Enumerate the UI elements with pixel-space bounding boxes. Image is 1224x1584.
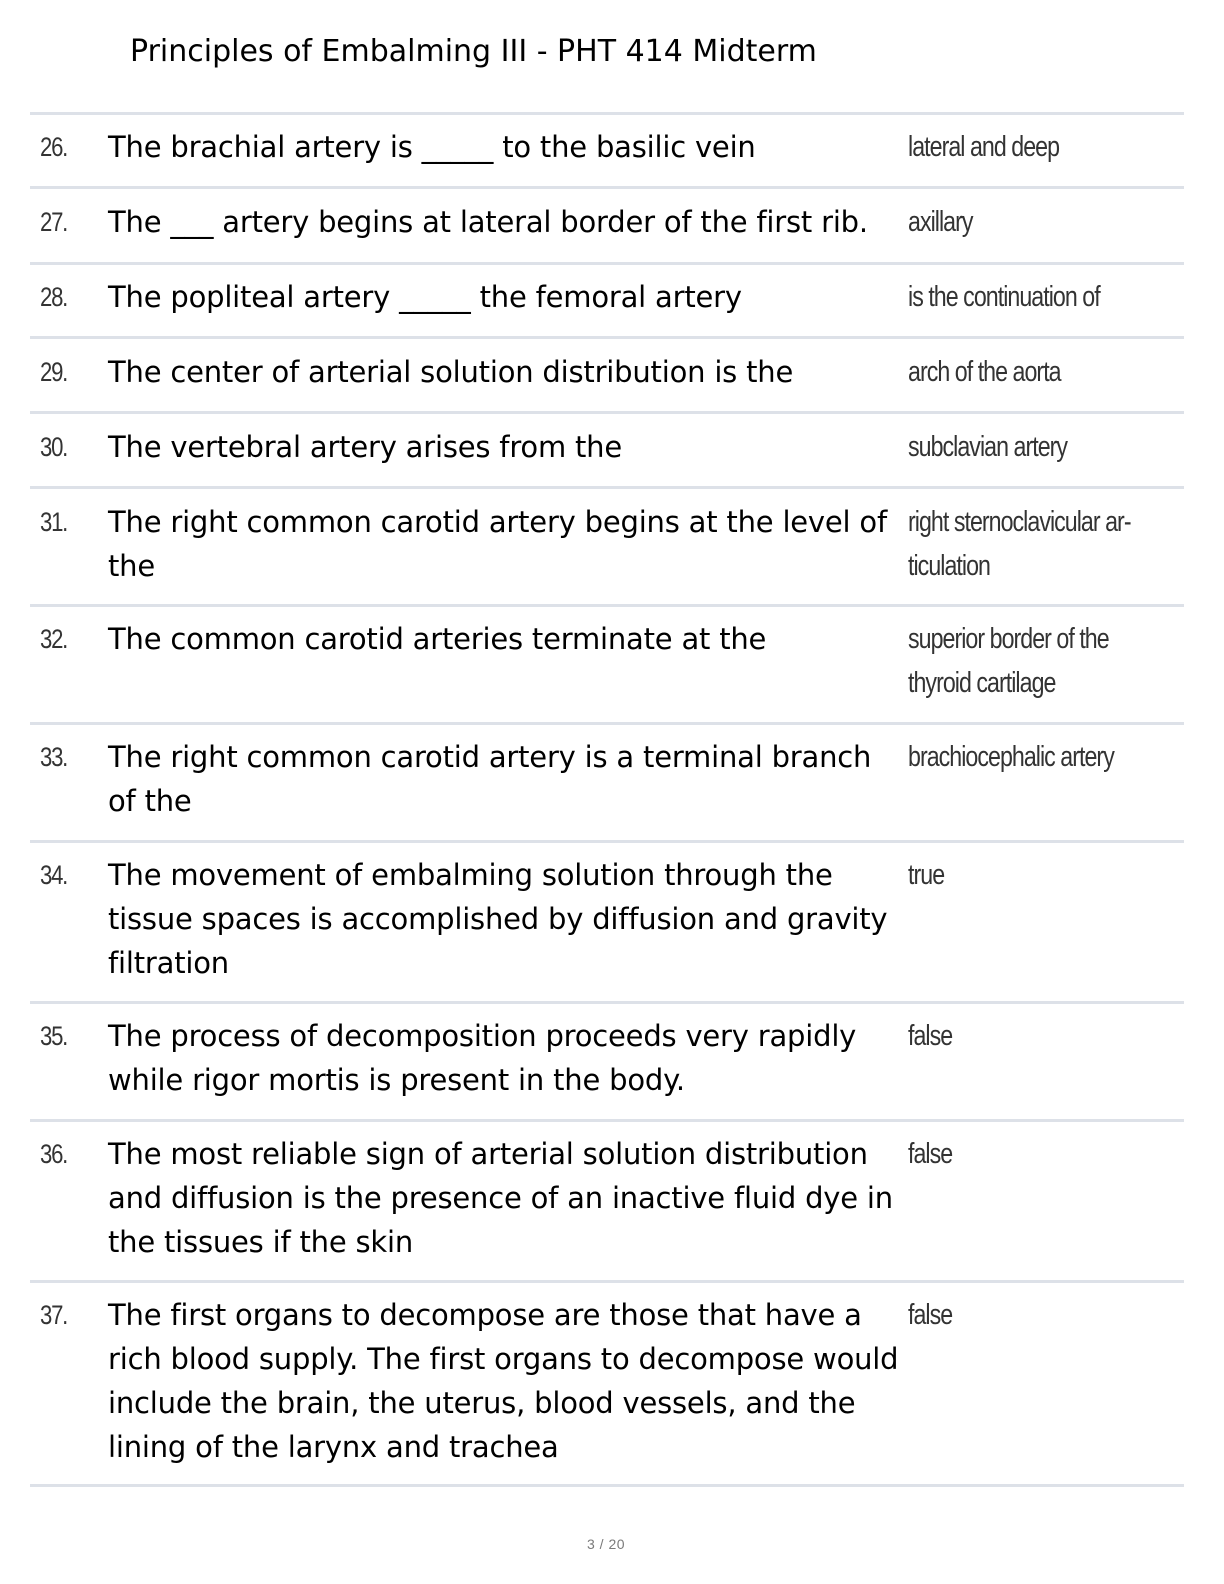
question-text: The most reliable sign of arterial solution distribution and diffusion is the presence of an inactive fluid dye in the tissues if the skin [108,1137,893,1259]
answer-text: false [908,1299,953,1331]
question-text: The ___ artery begins at lateral border of the first rib. [108,205,868,239]
divider [30,1119,1184,1122]
question-number: 36. [40,1139,68,1169]
question-text: The vertebral artery arises from the [108,430,623,464]
question-number: 34. [40,860,68,890]
answer-text: right sternoclavicular ar- ticulation [908,506,1131,582]
divider [30,411,1184,414]
divider [30,1484,1184,1487]
question-text: The right common carotid artery is a terminal branch of the [108,740,872,818]
question-number: 37. [40,1300,68,1330]
question-number: 30. [40,432,68,462]
divider [30,112,1184,115]
document-title: Principles of Embalming III - PHT 414 Midterm [130,34,817,69]
divider [30,604,1184,607]
question-number: 35. [40,1021,68,1051]
question-number: 28. [40,282,68,312]
divider [30,1001,1184,1004]
question-number: 32. [40,624,68,654]
divider [30,186,1184,189]
question-text: The popliteal artery _____ the femoral artery [108,280,742,314]
divider [30,336,1184,339]
answer-text: false [908,1138,953,1170]
answer-text: superior border of the thyroid cartilage [908,623,1109,699]
answer-text: is the continuation of [908,281,1100,313]
divider [30,1280,1184,1283]
question-number: 27. [40,207,68,237]
page-indicator: 3 / 20 [586,1536,626,1552]
divider [30,262,1184,265]
question-number: 26. [40,132,68,162]
answer-text: subclavian artery [908,431,1068,463]
question-text: The process of decomposition proceeds very rapidly while rigor mortis is present in the body. [108,1019,857,1097]
divider [30,486,1184,489]
answer-text: lateral and deep [908,131,1060,163]
answer-text: true [908,859,945,891]
answer-text: arch of the aorta [908,356,1061,388]
question-number: 29. [40,357,68,387]
question-text: The first organs to decompose are those that have a rich blood supply. The first organs to decompose would include the brain, the uterus, blood vessels, and the lining of the larynx and trachea [108,1298,899,1464]
answer-text: false [908,1020,953,1052]
divider [30,722,1184,725]
question-number: 31. [40,507,68,537]
question-text: The movement of embalming solution through the tissue spaces is accomplished by diffusion and gravity filtration [108,858,888,980]
question-text: The center of arterial solution distribution is the [108,355,794,389]
question-text: The right common carotid artery begins at the level of the [108,505,887,583]
question-text: The brachial artery is _____ to the basilic vein [108,130,756,164]
answer-text: axillary [908,206,973,238]
answer-text: brachiocephalic artery [908,741,1114,773]
question-number: 33. [40,742,68,772]
question-text: The common carotid arteries terminate at the [108,622,767,656]
divider [30,840,1184,843]
